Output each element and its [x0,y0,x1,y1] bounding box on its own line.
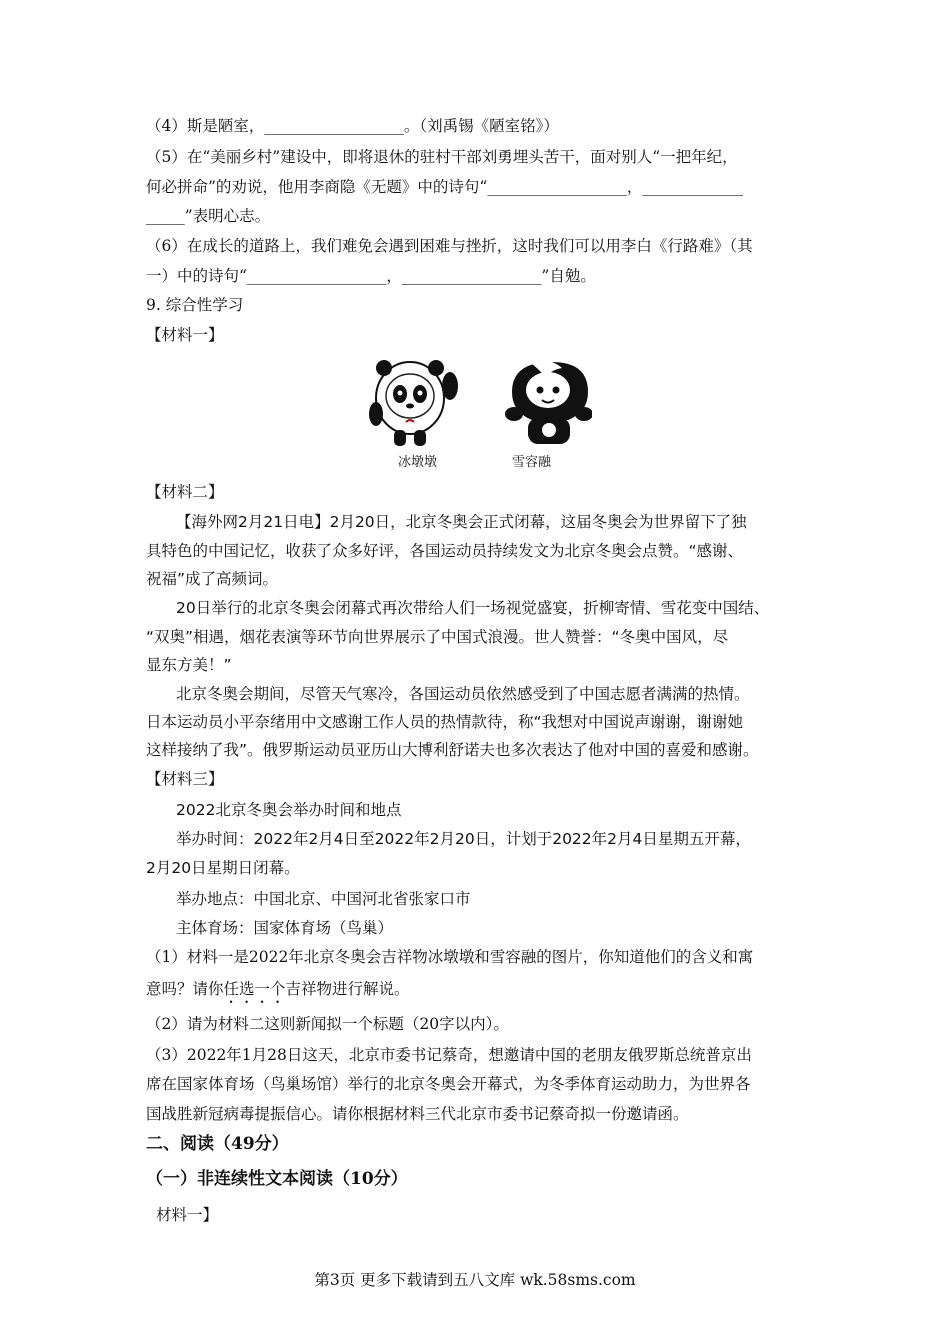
sub-question-3-line2: 席在国家体育场（鸟巢场馆）举行的北京冬奥会开幕式，为冬季体育运动助力，为世界各 [146,1075,751,1093]
m2-p2-line3: 显东方美！” [146,656,232,674]
m2-p1-line3: 祝福”成了高频词。 [146,570,279,588]
section2-heading: 二、阅读（49分） [146,1134,289,1154]
q8-item5-line2: 何必拼命”的劝说，他用李商隐《无题》中的诗句“__________________，_____________ [146,178,744,196]
m2-p3-line2: 日本运动员小平奈绪用中文感谢工作人员的热情款待，称“我想对中国说声谢谢，谢谢她 [146,713,744,731]
page-footer: 第3页 更多下载请到五八文库 wk.58sms.com [314,1271,636,1289]
q8-item6-line1: （6）在成长的道路上，我们难免会遇到困难与挫折，这时我们可以用李白《行路难》（其 [146,237,753,255]
m2-p1-line2: 具特色的中国记忆，收获了众多好评，各国运动员持续发文为北京冬奥会点赞。“感谢、 [146,542,744,560]
material3-label: 【材料三】 [146,770,224,788]
caption-bing-dwen-dwen: 冰墩墩 [398,455,438,470]
material1-label: 【材料一】 [146,326,224,344]
sub1-text-b: 吉祥物进行解说。 [285,980,410,998]
section2-material1: 材料一】 [156,1206,219,1224]
sub1-text-a: 意吗？请你 [146,980,224,998]
sub1-emphasis: 任选一个 [223,980,286,998]
m3-title: 2022北京冬奥会举办时间和地点 [176,801,402,819]
section2-subheading: （一）非连续性文本阅读（10分） [146,1169,408,1189]
m2-p2-line2: “双奥”相遇，烟花表演等环节向世界展示了中国式浪漫。世人赞誉：“冬奥中国风，尽 [146,628,729,646]
sub-question-1-line1: （1）材料一是2022年北京冬奥会吉祥物冰墩墩和雪容融的图片，你知道他们的含义和寓 [146,948,754,966]
q8-item5-line3: _____”表明心志。 [146,207,271,225]
sub-question-2: （2）请为材料二这则新闻拟一个标题（20字以内）。 [146,1015,509,1033]
bing-dwen-dwen-icon [369,360,458,446]
q9-title: 9. 综合性学习 [146,296,244,314]
m2-p2-line1: 20日举行的北京冬奥会闭幕式再次带给人们一场视觉盛宴，折柳寄情、雪花变中国结、 [176,599,770,617]
q8-item6-line2: 一）中的诗句“__________________，__________________”自勉。 [146,267,596,285]
mascot-figure [362,356,592,471]
q8-item5-line1: （5）在“美丽乡村”建设中，即将退休的驻村干部刘勇埋头苦干，面对别人“一把年纪， [146,148,738,166]
sub-question-3-line1: （3）2022年1月28日这天，北京市委书记蔡奇，想邀请中国的老朋友俄罗斯总统普京出 [146,1046,752,1064]
m2-p1-line1: 【海外网2月21日电】2月20日，北京冬奥会正式闭幕，这届冬奥会为世界留下了独 [176,513,747,531]
m3-venue: 主体育场：国家体育场（鸟巢） [176,919,394,937]
q8-item4: （4）斯是陋室，__________________。（刘禹锡《陋室铭》） [146,117,559,135]
m2-p3-line3: 这样接纳了我”。俄罗斯运动员亚历山大博利舒诺夫也多次表达了他对中国的喜爱和感谢。 [146,741,759,759]
m3-time-line1: 举办时间：2022年2月4日至2022年2月20日，计划于2022年2月4日星期五开幕， [176,830,751,848]
mascot-image [362,356,592,448]
caption-shuey-rhon-rhon: 雪容融 [512,455,552,470]
material2-label: 【材料二】 [146,483,224,501]
sub-question-1-line2 [146,979,410,1007]
shuey-rhon-rhon-icon [505,361,592,444]
m3-time-line2: 2月20日星期日闭幕。 [146,859,300,877]
sub-question-3-line3: 国战胜新冠病毒提振信心。请你根据材料三代北京市委书记蔡奇拟一份邀请函。 [146,1105,689,1123]
m3-place: 举办地点：中国北京、中国河北省张家口市 [176,890,471,908]
m2-p3-line1: 北京冬奥会期间，尽管天气寒冷，各国运动员依然感受到了中国志愿者满满的热情。 [176,685,750,703]
